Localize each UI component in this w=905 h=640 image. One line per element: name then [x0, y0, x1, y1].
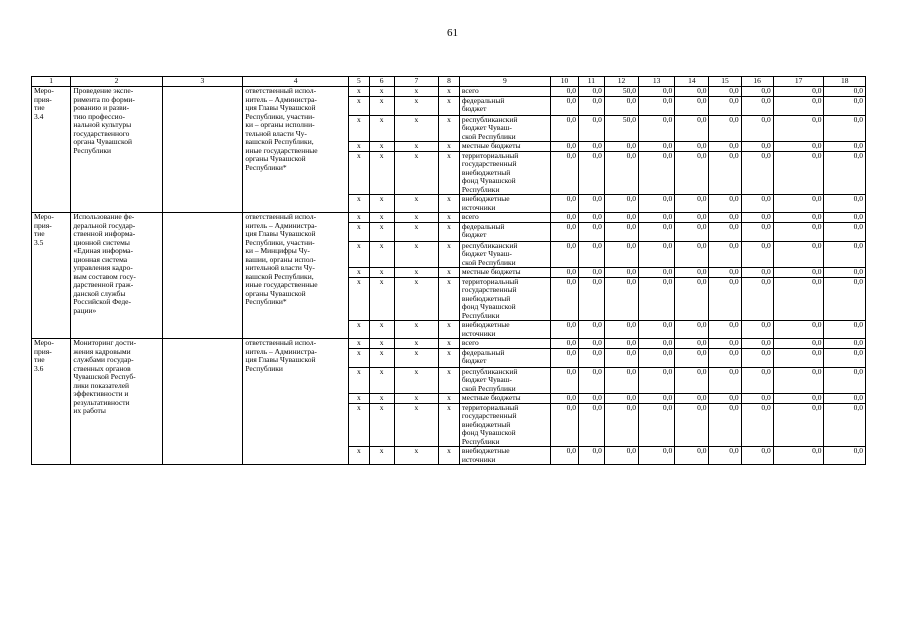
code-cell: x [394, 268, 439, 278]
value-cell: 0,0 [741, 87, 773, 97]
value-cell: 0,0 [709, 222, 741, 241]
value-cell: 0,0 [709, 403, 741, 447]
value-cell: 0,0 [773, 96, 824, 115]
value-cell: 0,0 [709, 241, 741, 268]
value-cell: 0,0 [578, 367, 604, 394]
value-cell: 0,0 [550, 222, 578, 241]
value-cell: 0,0 [550, 394, 578, 404]
value-cell: 0,0 [604, 403, 638, 447]
value-cell: 0,0 [639, 447, 675, 465]
value-cell: 0,0 [604, 195, 638, 213]
value-cell: 0,0 [741, 241, 773, 268]
event-executor: ответственный испол- нитель – Администра- ция Главы Чувашской Республики, участни- ки – органы исполни- тельной власти Чу- вашской Республики, иные государственные органы Чувашской Республики* [243, 87, 349, 213]
funding-source: всего [459, 339, 550, 349]
value-cell: 0,0 [741, 367, 773, 394]
value-cell: 0,0 [604, 339, 638, 349]
funding-source: федеральный бюджет [459, 96, 550, 115]
code-cell: x [439, 213, 460, 223]
value-cell: 0,0 [824, 96, 866, 115]
value-cell: 0,0 [741, 394, 773, 404]
value-cell: 0,0 [741, 321, 773, 339]
value-cell: 50,0 [604, 87, 638, 97]
value-cell: 0,0 [709, 277, 741, 321]
value-cell: 0,0 [675, 222, 709, 241]
code-cell: x [348, 222, 369, 241]
value-cell: 0,0 [741, 115, 773, 142]
code-cell: x [348, 367, 369, 394]
value-cell: 0,0 [578, 213, 604, 223]
value-cell: 0,0 [741, 268, 773, 278]
value-cell: 0,0 [550, 339, 578, 349]
value-cell: 0,0 [639, 115, 675, 142]
code-cell: x [394, 213, 439, 223]
value-cell: 50,0 [604, 115, 638, 142]
code-cell: x [439, 348, 460, 367]
value-cell: 0,0 [773, 115, 824, 142]
column-number-2: 2 [71, 77, 162, 87]
value-cell: 0,0 [773, 367, 824, 394]
value-cell: 0,0 [773, 195, 824, 213]
value-cell: 0,0 [604, 151, 638, 195]
funding-source: местные бюджеты [459, 142, 550, 152]
value-cell: 0,0 [741, 213, 773, 223]
value-cell: 0,0 [639, 222, 675, 241]
value-cell: 0,0 [639, 277, 675, 321]
value-cell: 0,0 [709, 142, 741, 152]
value-cell: 0,0 [709, 96, 741, 115]
code-cell: x [369, 222, 394, 241]
budget-table [31, 76, 866, 465]
value-cell: 0,0 [741, 339, 773, 349]
value-cell: 0,0 [824, 394, 866, 404]
value-cell: 0,0 [550, 142, 578, 152]
value-cell: 0,0 [550, 268, 578, 278]
code-cell: x [439, 394, 460, 404]
value-cell: 0,0 [824, 339, 866, 349]
code-cell: x [369, 394, 394, 404]
value-cell: 0,0 [709, 213, 741, 223]
value-cell: 0,0 [604, 321, 638, 339]
value-cell: 0,0 [675, 268, 709, 278]
event-col3 [162, 339, 243, 465]
value-cell: 0,0 [709, 348, 741, 367]
column-number-3: 3 [162, 77, 243, 87]
value-cell: 0,0 [550, 447, 578, 465]
code-cell: x [348, 268, 369, 278]
value-cell: 0,0 [675, 321, 709, 339]
table-row [32, 87, 866, 97]
value-cell: 0,0 [741, 195, 773, 213]
event-name: Проведение экспе- римента по форми- рованию и разви- тию профессио- нальной культуры государственного органа Чувашской Республики [71, 87, 162, 213]
value-cell: 0,0 [709, 268, 741, 278]
code-cell: x [394, 195, 439, 213]
value-cell: 0,0 [824, 268, 866, 278]
value-cell: 0,0 [639, 87, 675, 97]
value-cell: 0,0 [604, 213, 638, 223]
value-cell: 0,0 [773, 277, 824, 321]
funding-source: внебюджетные источники [459, 447, 550, 465]
value-cell: 0,0 [675, 151, 709, 195]
code-cell: x [348, 321, 369, 339]
value-cell: 0,0 [675, 403, 709, 447]
column-number-13: 13 [639, 77, 675, 87]
code-cell: x [369, 348, 394, 367]
code-cell: x [369, 268, 394, 278]
event-name: Использование фе- деральной государ- ственной информа- ционной системы «Единая информа- ционная система управления кадро- вым составом госу- дарственной граж- данской службы Российской Феде- рации» [71, 213, 162, 339]
value-cell: 0,0 [709, 339, 741, 349]
code-cell: x [369, 151, 394, 195]
column-number-16: 16 [741, 77, 773, 87]
code-cell: x [348, 403, 369, 447]
value-cell: 0,0 [824, 241, 866, 268]
column-number-5: 5 [348, 77, 369, 87]
value-cell: 0,0 [709, 87, 741, 97]
value-cell: 0,0 [824, 447, 866, 465]
value-cell: 0,0 [578, 403, 604, 447]
funding-source: внебюджетные источники [459, 195, 550, 213]
code-cell: x [439, 241, 460, 268]
value-cell: 0,0 [550, 96, 578, 115]
code-cell: x [369, 321, 394, 339]
value-cell: 0,0 [773, 403, 824, 447]
code-cell: x [369, 403, 394, 447]
value-cell: 0,0 [550, 348, 578, 367]
code-cell: x [439, 96, 460, 115]
page-number: 61 [447, 27, 458, 39]
code-cell: x [394, 394, 439, 404]
funding-source: республиканский бюджет Чуваш- ской Республики [459, 367, 550, 394]
code-cell: x [348, 195, 369, 213]
value-cell: 0,0 [741, 222, 773, 241]
value-cell: 0,0 [639, 195, 675, 213]
funding-source: республиканский бюджет Чуваш- ской Республики [459, 115, 550, 142]
funding-source: федеральный бюджет [459, 348, 550, 367]
code-cell: x [394, 87, 439, 97]
code-cell: x [348, 348, 369, 367]
code-cell: x [394, 367, 439, 394]
value-cell: 0,0 [773, 321, 824, 339]
value-cell: 0,0 [675, 447, 709, 465]
value-cell: 0,0 [639, 151, 675, 195]
value-cell: 0,0 [741, 348, 773, 367]
value-cell: 0,0 [578, 222, 604, 241]
value-cell: 0,0 [741, 447, 773, 465]
code-cell: x [394, 142, 439, 152]
code-cell: x [439, 151, 460, 195]
value-cell: 0,0 [773, 222, 824, 241]
value-cell: 0,0 [824, 195, 866, 213]
code-cell: x [369, 195, 394, 213]
value-cell: 0,0 [773, 241, 824, 268]
column-number-6: 6 [369, 77, 394, 87]
event-executor: ответственный испол- нитель – Администра- ция Главы Чувашской Республики, участни- ки – Минцифры Чу- вашии, органы испол- нительной власти Чу- вашской Республики, иные государственные органы Чувашской Республики* [243, 213, 349, 339]
value-cell: 0,0 [709, 321, 741, 339]
code-cell: x [394, 241, 439, 268]
value-cell: 0,0 [604, 222, 638, 241]
value-cell: 0,0 [578, 96, 604, 115]
value-cell: 0,0 [824, 213, 866, 223]
value-cell: 0,0 [709, 115, 741, 142]
value-cell: 0,0 [773, 394, 824, 404]
column-number-18: 18 [824, 77, 866, 87]
value-cell: 0,0 [604, 268, 638, 278]
value-cell: 0,0 [773, 348, 824, 367]
value-cell: 0,0 [675, 87, 709, 97]
value-cell: 0,0 [604, 277, 638, 321]
value-cell: 0,0 [709, 367, 741, 394]
column-number-15: 15 [709, 77, 741, 87]
value-cell: 0,0 [639, 213, 675, 223]
value-cell: 0,0 [824, 87, 866, 97]
value-cell: 0,0 [741, 151, 773, 195]
code-cell: x [348, 394, 369, 404]
code-cell: x [394, 321, 439, 339]
code-cell: x [348, 241, 369, 268]
funding-source: всего [459, 87, 550, 97]
code-cell: x [369, 142, 394, 152]
value-cell: 0,0 [550, 403, 578, 447]
value-cell: 0,0 [578, 447, 604, 465]
value-cell: 0,0 [675, 348, 709, 367]
value-cell: 0,0 [639, 142, 675, 152]
value-cell: 0,0 [578, 142, 604, 152]
value-cell: 0,0 [824, 321, 866, 339]
code-cell: x [394, 151, 439, 195]
value-cell: 0,0 [604, 348, 638, 367]
value-cell: 0,0 [773, 87, 824, 97]
value-cell: 0,0 [773, 339, 824, 349]
code-cell: x [439, 367, 460, 394]
code-cell: x [439, 403, 460, 447]
value-cell: 0,0 [675, 115, 709, 142]
code-cell: x [439, 339, 460, 349]
value-cell: 0,0 [675, 213, 709, 223]
value-cell: 0,0 [578, 277, 604, 321]
value-cell: 0,0 [773, 268, 824, 278]
value-cell: 0,0 [741, 142, 773, 152]
code-cell: x [439, 268, 460, 278]
code-cell: x [369, 339, 394, 349]
value-cell: 0,0 [741, 96, 773, 115]
value-cell: 0,0 [824, 277, 866, 321]
code-cell: x [369, 367, 394, 394]
value-cell: 0,0 [675, 241, 709, 268]
value-cell: 0,0 [773, 151, 824, 195]
value-cell: 0,0 [550, 115, 578, 142]
value-cell: 0,0 [824, 142, 866, 152]
table-row [32, 213, 866, 223]
funding-source: внебюджетные источники [459, 321, 550, 339]
column-number-8: 8 [439, 77, 460, 87]
code-cell: x [369, 87, 394, 97]
code-cell: x [369, 115, 394, 142]
code-cell: x [348, 277, 369, 321]
value-cell: 0,0 [550, 367, 578, 394]
code-cell: x [348, 213, 369, 223]
value-cell: 0,0 [675, 367, 709, 394]
event-col3 [162, 87, 243, 213]
funding-source: территориальный государственный внебюджетный фонд Чувашской Республики [459, 277, 550, 321]
column-number-17: 17 [773, 77, 824, 87]
value-cell: 0,0 [639, 348, 675, 367]
code-cell: x [348, 151, 369, 195]
value-cell: 0,0 [578, 195, 604, 213]
column-number-11: 11 [578, 77, 604, 87]
value-cell: 0,0 [550, 321, 578, 339]
code-cell: x [348, 447, 369, 465]
code-cell: x [348, 339, 369, 349]
code-cell: x [348, 115, 369, 142]
code-cell: x [439, 115, 460, 142]
value-cell: 0,0 [824, 115, 866, 142]
funding-source: всего [459, 213, 550, 223]
code-cell: x [439, 87, 460, 97]
value-cell: 0,0 [550, 87, 578, 97]
column-number-1: 1 [32, 77, 71, 87]
code-cell: x [348, 142, 369, 152]
code-cell: x [348, 87, 369, 97]
value-cell: 0,0 [604, 367, 638, 394]
code-cell: x [369, 447, 394, 465]
code-cell: x [369, 96, 394, 115]
value-cell: 0,0 [639, 268, 675, 278]
value-cell: 0,0 [741, 403, 773, 447]
value-cell: 0,0 [639, 367, 675, 394]
funding-source: территориальный государственный внебюджетный фонд Чувашской Республики [459, 151, 550, 195]
value-cell: 0,0 [824, 403, 866, 447]
value-cell: 0,0 [550, 213, 578, 223]
value-cell: 0,0 [578, 339, 604, 349]
value-cell: 0,0 [639, 403, 675, 447]
value-cell: 0,0 [578, 321, 604, 339]
value-cell: 0,0 [639, 321, 675, 339]
value-cell: 0,0 [604, 447, 638, 465]
table-header-row [32, 77, 866, 87]
funding-source: территориальный государственный внебюджетный фонд Чувашской Республики [459, 403, 550, 447]
code-cell: x [394, 277, 439, 321]
funding-source: местные бюджеты [459, 268, 550, 278]
event-code: Меро- прия- тие 3.5 [32, 213, 71, 339]
value-cell: 0,0 [639, 96, 675, 115]
value-cell: 0,0 [550, 151, 578, 195]
code-cell: x [394, 447, 439, 465]
value-cell: 0,0 [709, 394, 741, 404]
value-cell: 0,0 [773, 142, 824, 152]
value-cell: 0,0 [550, 241, 578, 268]
value-cell: 0,0 [639, 394, 675, 404]
value-cell: 0,0 [675, 96, 709, 115]
column-number-12: 12 [604, 77, 638, 87]
value-cell: 0,0 [824, 367, 866, 394]
value-cell: 0,0 [604, 394, 638, 404]
column-number-10: 10 [550, 77, 578, 87]
value-cell: 0,0 [578, 115, 604, 142]
code-cell: x [369, 241, 394, 268]
value-cell: 0,0 [675, 394, 709, 404]
code-cell: x [439, 195, 460, 213]
code-cell: x [394, 339, 439, 349]
value-cell: 0,0 [675, 277, 709, 321]
value-cell: 0,0 [709, 447, 741, 465]
event-executor: ответственный испол- нитель – Администра- ция Главы Чувашской Республики [243, 339, 349, 465]
value-cell: 0,0 [578, 268, 604, 278]
value-cell: 0,0 [741, 277, 773, 321]
column-number-4: 4 [243, 77, 349, 87]
value-cell: 0,0 [675, 195, 709, 213]
code-cell: x [439, 321, 460, 339]
value-cell: 0,0 [578, 394, 604, 404]
code-cell: x [369, 277, 394, 321]
value-cell: 0,0 [604, 96, 638, 115]
value-cell: 0,0 [604, 142, 638, 152]
value-cell: 0,0 [709, 151, 741, 195]
code-cell: x [348, 96, 369, 115]
column-number-7: 7 [394, 77, 439, 87]
column-number-14: 14 [675, 77, 709, 87]
code-cell: x [394, 115, 439, 142]
funding-source: местные бюджеты [459, 394, 550, 404]
event-code: Меро- прия- тие 3.4 [32, 87, 71, 213]
value-cell: 0,0 [604, 241, 638, 268]
value-cell: 0,0 [578, 348, 604, 367]
value-cell: 0,0 [675, 339, 709, 349]
event-code: Меро- прия- тие 3.6 [32, 339, 71, 465]
code-cell: x [439, 142, 460, 152]
value-cell: 0,0 [578, 241, 604, 268]
code-cell: x [439, 277, 460, 321]
code-cell: x [369, 213, 394, 223]
value-cell: 0,0 [824, 151, 866, 195]
event-name: Мониторинг дости- жения кадровыми службами государ- ственных органов Чувашской Респуб- лики показателей эффективности и результативности их работы [71, 339, 162, 465]
code-cell: x [394, 222, 439, 241]
value-cell: 0,0 [550, 195, 578, 213]
funding-source: федеральный бюджет [459, 222, 550, 241]
value-cell: 0,0 [578, 87, 604, 97]
value-cell: 0,0 [639, 241, 675, 268]
value-cell: 0,0 [675, 142, 709, 152]
code-cell: x [439, 222, 460, 241]
code-cell: x [439, 447, 460, 465]
column-number-9: 9 [459, 77, 550, 87]
value-cell: 0,0 [824, 348, 866, 367]
value-cell: 0,0 [639, 339, 675, 349]
code-cell: x [394, 96, 439, 115]
table-row [32, 339, 866, 349]
funding-source: республиканский бюджет Чуваш- ской Республики [459, 241, 550, 268]
value-cell: 0,0 [824, 222, 866, 241]
value-cell: 0,0 [578, 151, 604, 195]
code-cell: x [394, 348, 439, 367]
code-cell: x [394, 403, 439, 447]
value-cell: 0,0 [773, 447, 824, 465]
value-cell: 0,0 [773, 213, 824, 223]
value-cell: 0,0 [709, 195, 741, 213]
value-cell: 0,0 [550, 277, 578, 321]
event-col3 [162, 213, 243, 339]
